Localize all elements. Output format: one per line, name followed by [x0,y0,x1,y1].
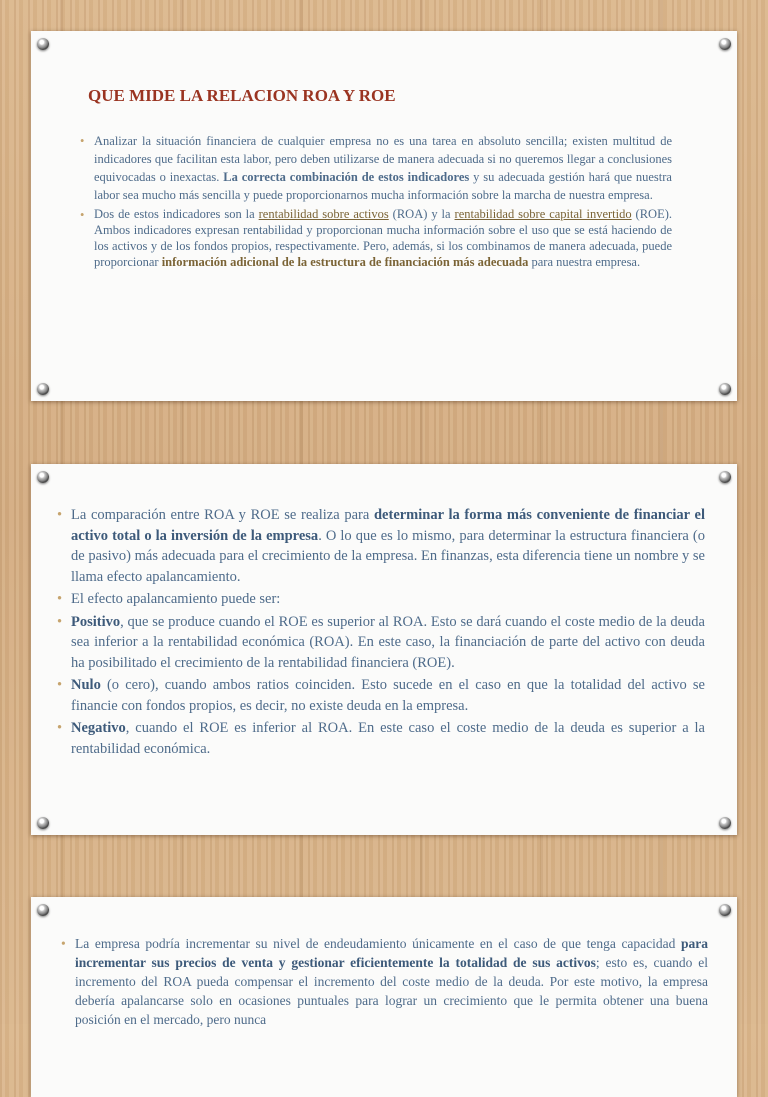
text: ; esto es, cuando el incremento del ROA pueda compensar el incremento del coste medio de la deuda. Por este motivo, la empresa debería apalancarse solo en ocasiones puntuales para lograr un crecimiento que le permita obtener una buena posición en el mercado, pero nunca [75,955,708,1027]
pushpin-icon [719,817,731,829]
pushpin-icon [37,383,49,395]
pushpin-icon [719,38,731,50]
pushpin-icon [37,471,49,483]
slide-1 [31,31,737,401]
bold-text: para incrementar sus precios de venta y gestionar eficientemente la totalidad de sus activos [75,936,708,970]
bold-text: La correcta combinación de estos indicadores [223,170,470,184]
pushpin-icon [37,38,49,50]
text: La empresa podría incrementar su nivel de endeudamiento únicamente en el caso de que tenga capacidad [75,936,681,951]
pushpin-icon [37,817,49,829]
bullet-item [94,132,672,204]
text: . O lo que es lo mismo, para determinar la estructura financiera (o de pasivo) más adecuada para el crecimiento de la empresa. En finanzas, esta diferencia tiene un nombre y se llama efecto apalancamiento. [71,527,705,585]
pushpin-icon [719,904,731,916]
text: (o cero), cuando ambos ratios coinciden. Esto sucede en el caso en que la totalidad del activo se financie con fondos propios, es decir, no existe deuda en la empresa. [71,677,705,714]
bullet-item [71,675,705,716]
link-rentabilidad-activos[interactable]: rentabilidad sobre activos [258,207,389,221]
slide-title: QUE MIDE LA RELACION ROA Y ROE [88,86,396,105]
text: para nuestra empresa. [528,255,641,269]
text: , que se produce cuando el ROE es superior al ROA. Esto se dará cuando el coste medio de la deuda sea inferior a la rentabilidad económica (ROA). En este caso, la financiación de parte del activo con deuda ha posibilitado el crecimiento de la rentabilidad financiera (ROE). [71,613,705,671]
text: La comparación entre ROA y ROE se realiza para [71,507,374,523]
text: , cuando el ROE es inferior al ROA. En este caso el coste medio de la deuda es superior a la rentabilidad económica. [71,720,705,757]
bullet-item [71,718,705,759]
bullet-item [94,206,672,270]
bold-text: información adicional de la estructura de financiación más adecuada [161,255,529,269]
pushpin-icon [719,383,731,395]
slide-2 [31,464,737,835]
bold-text: Negativo [71,720,126,736]
bullet-item [71,505,705,587]
bullet-list [71,505,705,761]
link-rentabilidad-capital[interactable]: rentabilidad sobre capital invertido [454,207,632,221]
bullet-list [94,132,672,272]
bullet-item [71,589,705,610]
bold-text: determinar la forma más conveniente de financiar el activo total o la inversión de la empresa [71,507,705,544]
pushpin-icon [37,904,49,916]
text: Analizar la situación financiera de cualquier empresa no es una tarea en absoluto sencilla; existen multitud de indicadores que facilitan esta labor, pero deben utilizarse de manera adecuada si no queremos llegar a conclusiones equivocadas o inexactas. [94,134,672,184]
text: Dos de estos indicadores son la [94,207,259,221]
text: (ROA) y la [388,207,455,221]
text: y su adecuada gestión hará que nuestra labor sea mucho más sencilla y puede proporcionarnos mucha información sobre la marcha de nuestra empresa. [94,170,672,202]
bold-text: Nulo [71,677,101,693]
pushpin-icon [719,471,731,483]
bullet-list [75,934,708,1029]
bullet-item [71,612,705,674]
bullet-item [75,934,708,1029]
text: (ROE). Ambos indicadores expresan rentabilidad y proporcionan mucha información sobre el uso que se está haciendo de los activos y de los fondos propios, respectivamente. Pero, además, si los combinamos de manera adecuada, puede proporcionar [94,207,673,269]
bold-text: Positivo [71,613,121,630]
text: El efecto apalancamiento puede ser: [71,591,281,607]
slide-3 [31,897,737,1097]
